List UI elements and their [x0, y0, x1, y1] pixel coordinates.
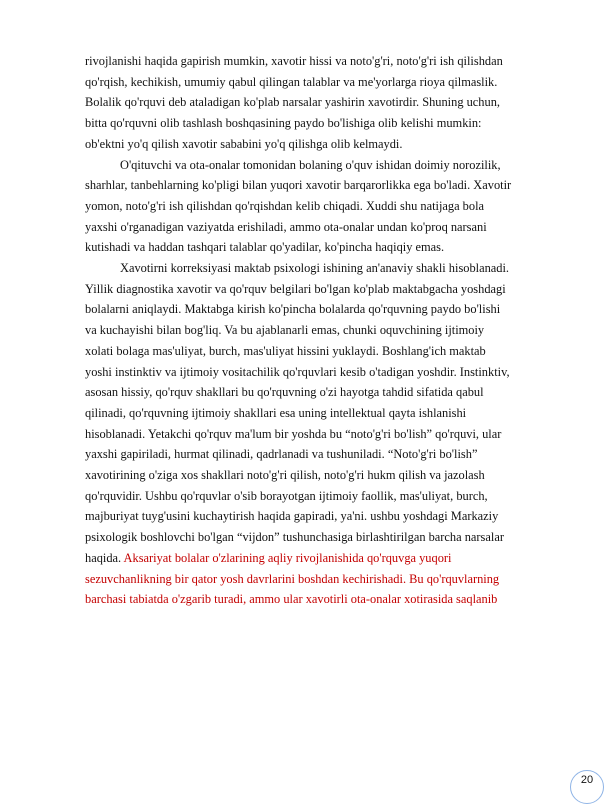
- text-line: [85, 548, 571, 569]
- text-run: bolalarni aniqlaydi. Maktabga kirish ko'pincha bolalarda qo'rquvning paydo bo'lishi: [85, 302, 501, 317]
- text-run: ob'ektni yo'q qilish xavotir sababini yo'q qilishga olib kelmaydi.: [85, 136, 403, 151]
- text-run: psixologik boshlovchi bo'lgan “vijdon” tushunchasiga birlashtirilgan barcha narsalar: [85, 530, 504, 545]
- text-line: [85, 196, 571, 217]
- text-line: [85, 51, 571, 72]
- text-run: Bolalik qo'rquvi deb ataladigan ko'plab narsalar yashirin xavotirdir. Shuning uchun,: [85, 95, 500, 110]
- text-line: [85, 134, 571, 155]
- text-run: xolati bolaga mas'uliyat, burch, mas'uliyat hissini yuklaydi. Boshlang'ich maktab: [85, 343, 486, 358]
- page-body: [85, 51, 571, 610]
- text-line: [85, 258, 571, 279]
- text-line: [85, 403, 571, 424]
- text-run: kutishadi va haddan tashqari talablar qo'yadilar, ko'pincha haqiqiy emas.: [85, 240, 445, 255]
- text-line: [85, 465, 571, 486]
- text-line: [85, 486, 571, 507]
- text-run: hisoblanadi. Yetakchi qo'rquv ma'lum bir yoshda bu “noto'g'ri bo'lish” qo'rquvi, ular: [85, 426, 502, 441]
- text-line: [85, 175, 571, 196]
- text-run: asosan hissiy, qo'rquv shakllari bu qo'rquvning o'zi hayotga tahdid sifatida qabul: [85, 385, 484, 400]
- text-line: [85, 113, 571, 134]
- text-run: qo'rquvidir. Ushbu qo'rquvlar o'sib borayotgan ijtimoiy faollik, mas'uliyat, burch,: [85, 488, 488, 503]
- text-run: majburiyat tuyg'usini kuchaytirish haqida gapiradi, ya'ni. ushbu yoshdagi Markaziy: [85, 509, 499, 524]
- paragraph-3: [85, 258, 571, 610]
- highlighted-text-line: [85, 569, 571, 590]
- text-run: Xavotirni korreksiyasi maktab psixologi ishining an'anaviy shakli hisoblanadi.: [120, 261, 510, 276]
- text-line: [85, 217, 571, 238]
- text-line: [85, 299, 571, 320]
- text-line: [85, 279, 571, 300]
- text-run: yaxshi o'rganadigan vaziyatda erishiladi, ammo ota-onalar undan ko'proq narsani: [85, 219, 487, 234]
- highlighted-text-run: Aksariyat bolalar o'zlarining aqliy rivojlanishida qo'rquvga yuqori: [123, 550, 452, 565]
- text-run: va kuchayishi bilan bog'liq. Va bu ajablanarli emas, chunki oquvchining ijtimoiy: [85, 323, 485, 338]
- text-run: sharhlar, tanbehlarning ko'pligi bilan yuqori xavotir barqarorlikka ega bo'ladi. Xavotir: [85, 178, 512, 193]
- text-run: yoshi instinktiv va ijtimoiy vositachilik qo'rquvlari kesib o'tadigan yoshdir. Instinktiv,: [85, 364, 510, 379]
- text-run: haqida.: [85, 550, 124, 565]
- text-run: O'qituvchi va ota-onalar tomonidan bolaning o'quv ishidan doimiy norozilik,: [120, 157, 501, 172]
- text-run: bitta qo'rquvni olib tashlash boshqasining paydo bo'lishiga olib kelishi mumkin:: [85, 116, 482, 131]
- text-line: [85, 506, 571, 527]
- text-line: [85, 320, 571, 341]
- text-run: qo'rqish, kechikish, umumiy qabul qilingan talablar va me'yorlarga rioya qilmaslik.: [85, 74, 498, 89]
- text-line: [85, 382, 571, 403]
- paragraph-1: [85, 51, 571, 155]
- text-line: [85, 341, 571, 362]
- text-run: yaxshi gapiriladi, hurmat qilinadi, qadrlanadi va tushuniladi. “Noto'g'ri bo'lish”: [85, 447, 478, 462]
- text-line: [85, 444, 571, 465]
- text-line: [85, 237, 571, 258]
- text-run: xavotirining o'ziga xos shakllari noto'g'ri qilish, noto'g'ri hukm qilish va jazolash: [85, 468, 485, 483]
- page-number-badge: [570, 770, 604, 804]
- text-line: [85, 72, 571, 93]
- paragraph-2: [85, 155, 571, 259]
- page-number: 20: [580, 774, 594, 786]
- text-run: yomon, noto'g'ri ish qilishdan qo'rqishdan kelib chiqadi. Xuddi shu natijaga bola: [85, 198, 485, 213]
- highlighted-text-run: sezuvchanlikning bir qator yosh davrlarini boshdan kechirishadi. Bu qo'rquvlarning: [85, 571, 500, 586]
- text-line: [85, 527, 571, 548]
- highlighted-text-run: barchasi tabiatda o'zgarib turadi, ammo ular xavotirli ota-onalar xotirasida saqlanib: [85, 592, 498, 607]
- text-run: rivojlanishi haqida gapirish mumkin, xavotir hissi va noto'g'ri, noto'g'ri ish qilishdan: [85, 54, 503, 68]
- text-run: qilinadi, qo'rquvning ijtimoiy shakllari esa uning intellektual qayta ishlanishi: [85, 405, 467, 420]
- text-line: [85, 92, 571, 113]
- text-line: [85, 424, 571, 445]
- highlighted-text-line: [85, 589, 571, 610]
- text-line: [85, 362, 571, 383]
- text-run: Yillik diagnostika xavotir va qo'rquv belgilari bo'lgan ko'plab maktabgacha yoshdagi: [85, 281, 506, 296]
- text-line: [85, 155, 571, 176]
